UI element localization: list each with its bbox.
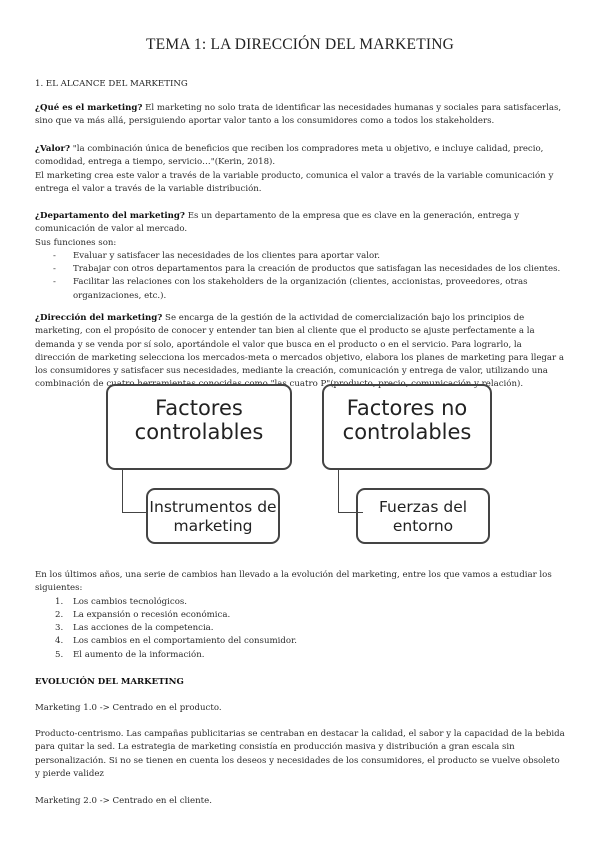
paragraph-departamento — [35, 210, 565, 303]
diagram-connector — [122, 470, 147, 513]
paragraph-text: En los últimos años, una serie de cambios han llevado a la evolución del marketing, entre los que vamos a estudiar los siguientes: — [35, 570, 552, 594]
functions-list — [35, 250, 565, 303]
changes-list — [35, 596, 565, 662]
diagram-box-instrumentos-marketing: Instrumentos de marketing — [146, 488, 280, 544]
list-item: 5. El aumento de la información. — [55, 649, 205, 660]
paragraph-valor — [35, 143, 565, 196]
diagram-connector — [338, 470, 363, 513]
list-item: 3. Las acciones de la competencia. — [55, 623, 214, 634]
question-label: ¿Qué es el marketing? — [35, 103, 143, 113]
functions-intro: Sus funciones son: — [35, 237, 117, 248]
paragraph-text: El marketing crea este valor a través de la variable producto, comunica el valor a través de la variable comunicación y entrega el valor a través de la variable distribución. — [35, 170, 554, 194]
paragraph-text: Se encarga de la gestión de la actividad de comercialización bajo los principios de marketing, con el propósito de conocer y entender tan bien al cliente que el producto se ajuste perfectamente a la demanda y se venda por sí solo, aportándole el valor que busca en el producto o en el servicio. Para lograrlo, la dirección de marketing selecciona los mercados-meta o mercados objetivo, elabora los planes de marketing para llegar a los consumidores y satisfacer sus necesidades, mediante la creación, comunicación y entrega de valor, utilizando una combinación de cuatro herramientas conocidas como "las cuatro P"(producto, precio, comunicación y relación). — [35, 313, 565, 390]
paragraph-marketing-1: Marketing 1.0 -> Centrado en el producto. — [35, 703, 222, 713]
paragraph-marketing-2: Marketing 2.0 -> Centrado en el cliente. — [35, 796, 212, 806]
diagram-box-factores-no-controlables: Factores no controlables — [322, 384, 492, 470]
list-item: - Evaluar y satisfacer las necesidades de los clientes para aportar valor. — [35, 250, 565, 263]
list-item: - Facilitar las relaciones con los stakeholders de la organización (clientes, accionistas, proveedores, otras organizaciones, etc.). — [35, 276, 565, 303]
page-title: TEMA 1: LA DIRECCIÓN DEL MARKETING — [145, 36, 455, 53]
question-label: ¿Dirección del marketing? — [35, 313, 163, 323]
list-item: 1. Los cambios tecnológicos. — [55, 596, 188, 607]
paragraph-text: "la combinación única de beneficios que reciben los compradores meta u objetivo, e incluye calidad, precio, comodidad, entrega a tiempo, servicio…"(Kerin, 2018). — [35, 144, 544, 168]
paragraph-text: El marketing no solo trata de identificar las necesidades humanas y sociales para satisfacerlas, sino que va más allá, persiguiendo aportar valor tanto a los consumidores como a todos los stakeholders. — [35, 103, 562, 127]
list-item: 4. Los cambios en el comportamiento del consumidor. — [55, 636, 297, 647]
paragraph-que-es-marketing — [35, 102, 565, 129]
paragraph-text: Es un departamento de la empresa que es clave en la generación, entrega y comunicación de valor al mercado. — [35, 211, 520, 235]
diagram-box-factores-controlables: Factores controlables — [106, 384, 292, 470]
diagram-box-fuerzas-entorno: Fuerzas del entorno — [356, 488, 490, 544]
paragraph-direccion — [35, 312, 565, 392]
paragraph-producto-centrismo: Producto-centrismo. Las campañas publicitarias se centraban en destacar la calidad, el sabor y la capacidad de la bebida para quitar la sed. La estrategia de marketing consistía en producción masiva y distribución a gran escala sin personalización. Si no se tienen en cuenta los deseos y necesidades de los consumidores, el producto se vuelve obsoleto y pierde validez — [35, 729, 565, 779]
paragraph-cambios — [35, 569, 565, 662]
question-label: ¿Valor? — [35, 144, 71, 154]
list-item: - Trabajar con otros departamentos para la creación de productos que satisfagan las necesidades de los clientes. — [35, 263, 565, 276]
question-label: ¿Departamento del marketing? — [35, 211, 185, 221]
section-heading-alcance: 1. EL ALCANCE DEL MARKETING — [35, 79, 188, 89]
list-item: 2. La expansión o recesión económica. — [55, 609, 231, 620]
section-heading-evolucion: EVOLUCIÓN DEL MARKETING — [35, 677, 184, 687]
